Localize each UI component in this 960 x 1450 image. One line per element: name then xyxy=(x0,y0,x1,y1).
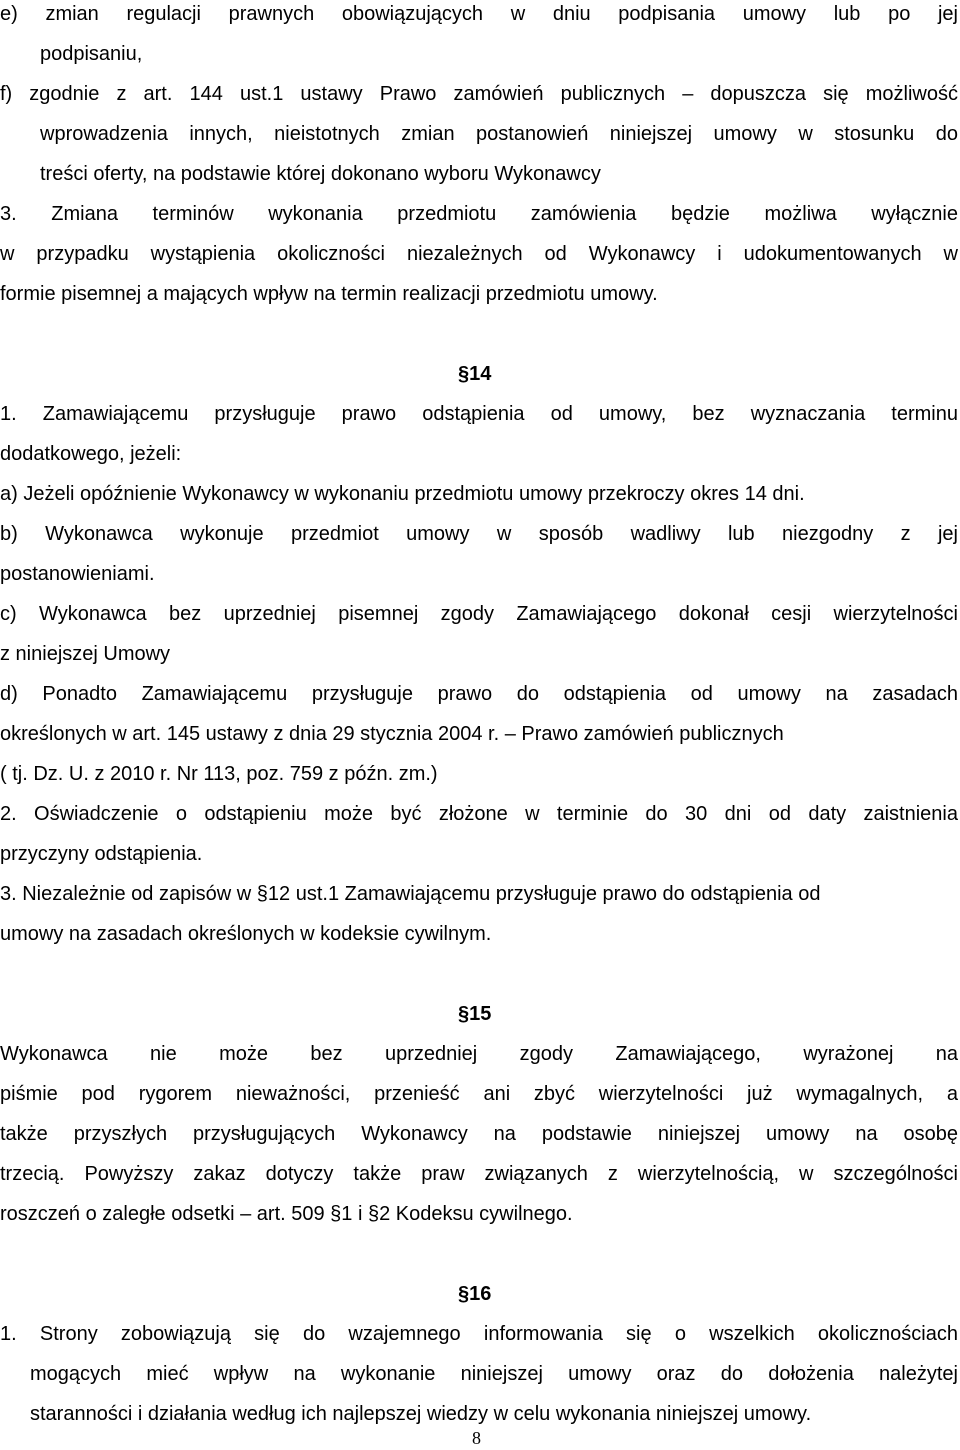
paragraph-line: wprowadzenia innych, nieistotnych zmian postanowień niniejszej umowy w stosunku do xyxy=(40,123,958,145)
paragraph-line: trzecią. Powyższy zakaz dotyczy także praw związanych z wierzytelnością, w szczególności xyxy=(0,1163,958,1185)
paragraph-line: formie pisemnej a mających wpływ na termin realizacji przedmiotu umowy. xyxy=(0,283,658,305)
paragraph-line: postanowieniami. xyxy=(0,563,155,585)
section-heading-14: §14 xyxy=(458,363,492,385)
paragraph-line: w przypadku wystąpienia okoliczności niezależnych od Wykonawcy i udokumentowanych w xyxy=(0,243,958,265)
paragraph-line: mogących mieć wpływ na wykonanie niniejszej umowy oraz do dołożenia należytej xyxy=(30,1363,958,1385)
page-number: 8 xyxy=(472,1428,481,1448)
paragraph-line: e) zmian regulacji prawnych obowiązujących w dniu podpisania umowy lub po jej xyxy=(0,3,958,25)
paragraph-line: ( tj. Dz. U. z 2010 r. Nr 113, poz. 759 z późn. zm.) xyxy=(0,763,438,785)
paragraph-line: przyczyny odstąpienia. xyxy=(0,843,203,865)
paragraph-line: staranności i działania według ich najlepszej wiedzy w celu wykonania niniejszej umowy. xyxy=(30,1403,812,1425)
paragraph-line: dodatkowego, jeżeli: xyxy=(0,443,182,465)
paragraph-line: f) zgodnie z art. 144 ust.1 ustawy Prawo zamówień publicznych – dopuszcza się możliwość xyxy=(0,83,958,105)
paragraph-line: 3. Niezależnie od zapisów w §12 ust.1 Zamawiającemu przysługuje prawo do odstąpienia od xyxy=(0,883,821,905)
paragraph-line: d) Ponadto Zamawiającemu przysługuje prawo do odstąpienia od umowy na zasadach xyxy=(0,683,958,705)
paragraph-line: c) Wykonawca bez uprzedniej pisemnej zgody Zamawiającego dokonał cesji wierzytelności xyxy=(0,603,958,625)
paragraph-line: Wykonawca nie może bez uprzedniej zgody Zamawiającego, wyrażonej na xyxy=(0,1043,958,1065)
paragraph-line: określonych w art. 145 ustawy z dnia 29 stycznia 2004 r. – Prawo zamówień publicznych xyxy=(0,723,784,745)
section-heading-15: §15 xyxy=(458,1003,492,1025)
paragraph-line: piśmie pod rygorem nieważności, przenieść ani zbyć wierzytelności już wymagalnych, a xyxy=(0,1083,958,1105)
paragraph-line: także przyszłych przysługujących Wykonawcy na podstawie niniejszej umowy na osobę xyxy=(0,1123,958,1145)
paragraph-line: roszczeń o zaległe odsetki – art. 509 §1 i §2 Kodeksu cywilnego. xyxy=(0,1203,573,1225)
section-heading-16: §16 xyxy=(458,1283,492,1305)
paragraph-line: a) Jeżeli opóźnienie Wykonawcy w wykonaniu przedmiotu umowy przekroczy okres 14 dni. xyxy=(0,483,805,505)
paragraph-line: z niniejszej Umowy xyxy=(0,643,171,665)
paragraph-line: treści oferty, na podstawie której dokonano wyboru Wykonawcy xyxy=(40,163,601,185)
paragraph-line: 1. Zamawiającemu przysługuje prawo odstąpienia od umowy, bez wyznaczania terminu xyxy=(0,403,958,425)
paragraph-line: 2. Oświadczenie o odstąpieniu może być złożone w terminie do 30 dni od daty zaistnienia xyxy=(0,803,958,825)
paragraph-line: 3. Zmiana terminów wykonania przedmiotu zamówienia będzie możliwa wyłącznie xyxy=(0,203,958,225)
paragraph-line: 1. Strony zobowiązują się do wzajemnego informowania się o wszelkich okolicznościach xyxy=(0,1323,958,1345)
paragraph-line: umowy na zasadach określonych w kodeksie cywilnym. xyxy=(0,923,492,945)
paragraph-line: b) Wykonawca wykonuje przedmiot umowy w sposób wadliwy lub niezgodny z jej xyxy=(0,523,958,545)
paragraph-line: podpisaniu, xyxy=(40,43,143,65)
